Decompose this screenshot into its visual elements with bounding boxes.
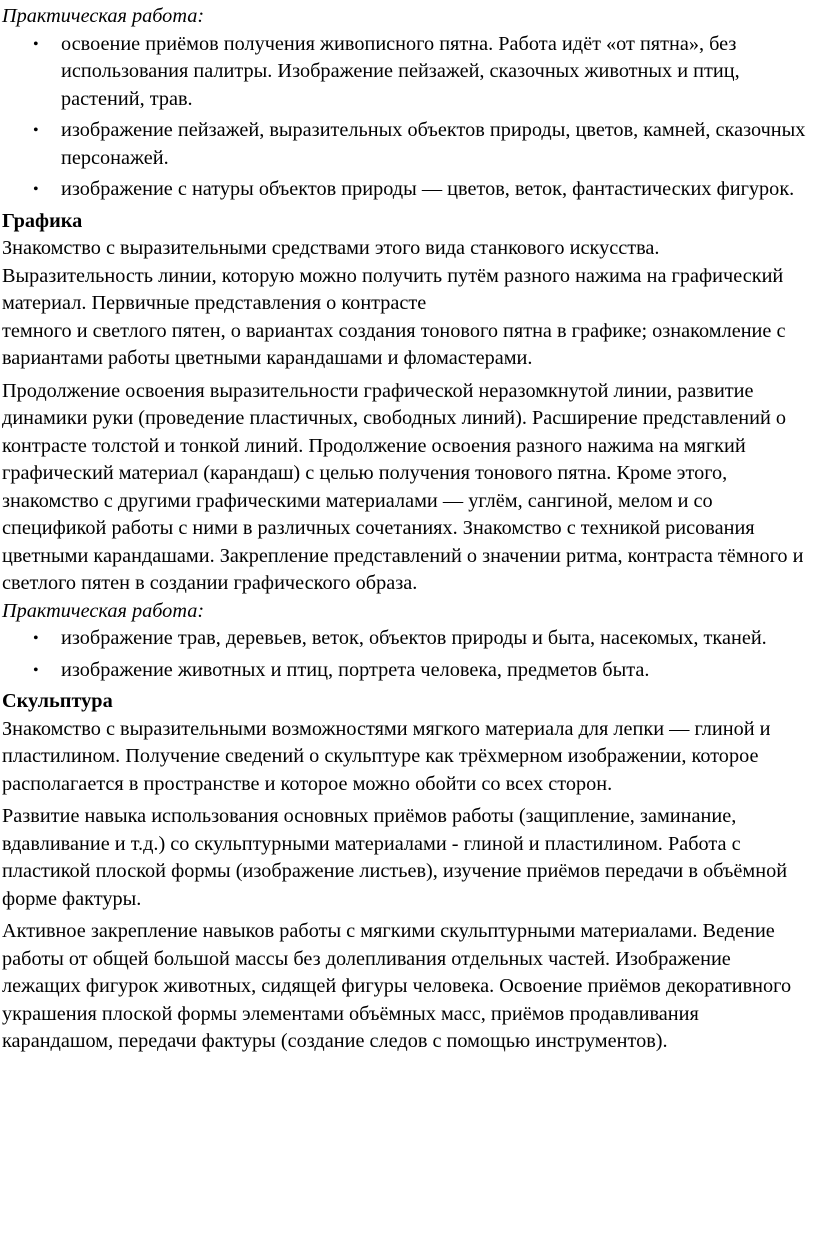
section-heading-sculpture: Скульптура (2, 690, 113, 712)
list-item: • изображение с натуры объектов природы — цветов, веток, фантастических фигурок. (2, 176, 814, 204)
list-item: • освоение приёмов получения живописного пятна. Работа идёт «от пятна», без использования палитры. Изображение пейзажей, сказочных животных и птиц, растений, трав. (2, 31, 814, 114)
practice-list-2 (2, 625, 814, 684)
paragraph: Знакомство с выразительными возможностями мягкого материала для лепки — глиной и пластилином. Получение сведений о скульптуре как трёхмерном изображении, которое располагается в пространстве и которое можно обойти со всех сторон. (2, 717, 771, 795)
paragraph: Продолжение освоения выразительности графической неразомкнутой линии, развитие динамики руки (проведение пластичных, свободных линий). Расширение представлений о контрасте толстой и тонкой линий. Продолжение освоения разного нажима на мягкий графический материал (карандаш) с целью получения тонового пятна. Кроме этого, знакомство с другими графическими материалами — углём, сангиной, мелом и со спецификой работы с ними в различных сочетаниях. Знакомство с техникой рисования цветными карандашами. Закрепление представлений о значении ритма, контраста тёмного и светлого пятен в создании графического образа. (2, 379, 804, 594)
list-item: • изображение животных и птиц, портрета человека, предметов быта. (2, 657, 814, 685)
paragraph: Активное закрепление навыков работы с мягкими скульптурными материалами. Ведение работы от общей большой массы без долепливания отдельных частей. Изображение лежащих фигурок животных, сидящей фигуры человека. Освоение приёмов декоративного украшения плоской формы элементами объёмных масс, приёмов продавливания карандашом, передачи фактуры (создание следов с помощью инструментов). (2, 920, 792, 1052)
section-heading-graphics: Графика (2, 209, 83, 232)
paragraph: Развитие навыка использования основных приёмов работы (защипление, заминание, вдавливание и т.д.) со скульптурными материалами - глиной и пластилином. Работа с пластикой плоской формы (изображение листьев), изучение приёмов передачи в объёмной форме фактуры. (2, 805, 788, 910)
paragraph: темного и светлого пятен, о вариантах создания тонового пятна в графике; ознакомление с вариантами работы цветными карандашами и фломастерами. (2, 319, 786, 369)
practice-list-1 (2, 31, 814, 204)
list-item: • изображение пейзажей, выразительных объектов природы, цветов, камней, сказочных персонажей. (2, 117, 814, 172)
practice-heading-2: Практическая работа: (2, 599, 205, 622)
practice-heading-1: Практическая работа: (2, 5, 205, 27)
paragraph: Знакомство с выразительными средствами этого вида станкового искусства. Выразительность линии, которую можно получить путём разного нажима на графический материал. Первичные представления о контрасте (2, 237, 784, 314)
list-item: • изображение трав, деревьев, веток, объектов природы и быта, насекомых, тканей. (2, 625, 814, 653)
